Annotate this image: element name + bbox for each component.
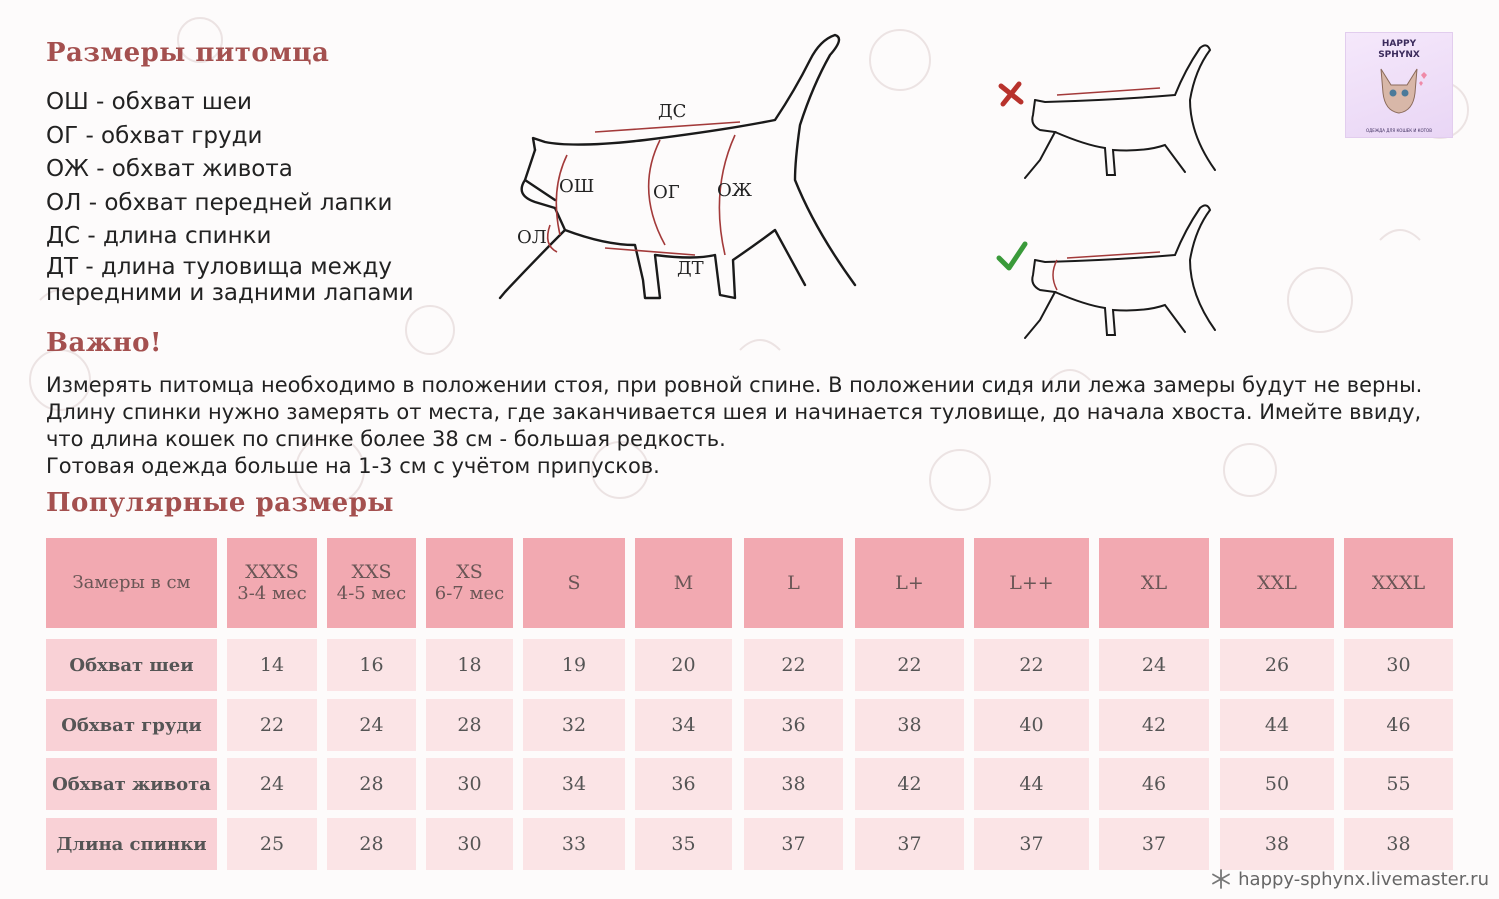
size-header-lplusplus	[974, 538, 1089, 628]
measurement-legend	[46, 86, 466, 306]
legend-item-osh: ОШ - обхват шеи	[46, 89, 252, 115]
label-osh: ОШ	[559, 176, 595, 197]
table-cell: 14	[227, 639, 317, 691]
row-label: Длина спинки	[46, 818, 217, 870]
table-cell: 22	[227, 699, 317, 751]
row-label: Обхват груди	[46, 699, 217, 751]
cross-mark-icon	[1001, 84, 1021, 104]
legend-item-ozh: ОЖ - обхват живота	[46, 156, 293, 182]
cat-outline	[1025, 45, 1215, 178]
size-header-lplus	[855, 538, 964, 628]
legend-item-dt: ДТ - длина туловища между передними и задними лапами	[46, 253, 414, 306]
size-name: XS	[456, 561, 483, 583]
label-dt: ДТ	[677, 258, 704, 279]
row-label: Обхват живота	[46, 758, 217, 810]
table-cell: 25	[227, 818, 317, 870]
table-corner-header: Замеры в см	[46, 538, 217, 628]
legend-item-og: ОГ - обхват груди	[46, 122, 263, 149]
size-name: XXL	[1257, 572, 1297, 594]
footer	[1210, 868, 1489, 890]
size-name: XXXL	[1371, 572, 1426, 594]
table-cell: 35	[635, 818, 732, 870]
sphynx-cat-icon	[1369, 63, 1429, 118]
table-cell: 33	[523, 818, 625, 870]
cat-wrong-diagram	[995, 40, 1225, 190]
table-cell: 44	[1220, 699, 1334, 751]
important-title: Важно!	[46, 328, 162, 358]
sizes-title: Размеры питомца	[46, 38, 330, 68]
table-cell: 40	[974, 699, 1089, 751]
neck-loop	[1053, 260, 1057, 290]
table-cell: 16	[327, 639, 416, 691]
table-cell: 38	[744, 758, 843, 810]
table-cell: 20	[635, 639, 732, 691]
table-cell: 34	[523, 758, 625, 810]
table-cell: 37	[974, 818, 1089, 870]
size-header-m	[635, 538, 732, 628]
row-label: Обхват шеи	[46, 639, 217, 691]
popular-sizes-title: Популярные размеры	[46, 488, 394, 518]
table-cell: 38	[1344, 818, 1453, 870]
size-name: XXXS	[245, 561, 299, 583]
size-name: M	[673, 572, 694, 594]
size-header-s	[523, 538, 625, 628]
table-cell: 50	[1220, 758, 1334, 810]
size-header-xxxl	[1344, 538, 1453, 628]
table-cell: 22	[855, 639, 964, 691]
table-cell: 37	[855, 818, 964, 870]
ds-arrow-wrong	[1057, 88, 1160, 95]
table-cell: 38	[855, 699, 964, 751]
table-cell: 24	[327, 699, 416, 751]
dt-arrow	[605, 248, 695, 255]
legend-item-ol: ОЛ - обхват передней лапки	[46, 189, 393, 216]
table-cell: 28	[426, 699, 513, 751]
table-cell: 46	[1099, 758, 1209, 810]
size-name: XL	[1140, 572, 1168, 594]
important-text: Измерять питомца необходимо в положении стоя, при ровной спине. В положении сидя или лежа замеры будут не верны. Длину спинки нужно замерять от места, где заканчивается шея и начинается туловище, до начала хвоста. Имейте ввиду, что длина кошек по спинке более 38 см - большая редкость. Готовая одежда больше на 1-3 см с учётом припусков.	[46, 373, 1423, 478]
table-cell: 36	[635, 758, 732, 810]
table-cell: 37	[744, 818, 843, 870]
cat-measurement-diagram	[495, 30, 865, 310]
size-header-xl	[1099, 538, 1209, 628]
label-ds: ДС	[658, 101, 687, 122]
size-header-xxxs	[227, 538, 317, 628]
logo-text: HAPPY SPHYNX	[1378, 39, 1420, 60]
size-name: XXS	[351, 561, 392, 583]
table-cell: 38	[1220, 818, 1334, 870]
table-cell: 18	[426, 639, 513, 691]
table-cell: 22	[744, 639, 843, 691]
table-cell: 37	[1099, 818, 1209, 870]
size-name: L	[787, 572, 800, 594]
footer-url: happy-sphynx.livemaster.ru	[1238, 868, 1489, 890]
size-header-l	[744, 538, 843, 628]
label-ol: ОЛ	[517, 227, 547, 248]
table-cell: 42	[855, 758, 964, 810]
size-age: 3-4 мес	[237, 583, 307, 604]
table-cell: 30	[426, 818, 513, 870]
table-cell: 28	[327, 758, 416, 810]
table-cell: 55	[1344, 758, 1453, 810]
size-name: S	[567, 572, 581, 594]
table-cell: 24	[1099, 639, 1209, 691]
size-name: L++	[1009, 572, 1054, 594]
table-cell: 34	[635, 699, 732, 751]
table-cell: 32	[523, 699, 625, 751]
snowflake-icon	[1210, 868, 1232, 890]
size-header-xxs	[327, 538, 416, 628]
table-cell: 19	[523, 639, 625, 691]
important-note	[46, 372, 1456, 480]
size-age: 6-7 мес	[434, 583, 505, 604]
table-cell: 44	[974, 758, 1089, 810]
table-cell: 36	[744, 699, 843, 751]
table-cell: 26	[1220, 639, 1334, 691]
table-cell: 42	[1099, 699, 1209, 751]
label-ozh: ОЖ	[717, 180, 752, 201]
table-cell: 46	[1344, 699, 1453, 751]
cat-right-diagram	[995, 200, 1225, 345]
size-name: L+	[895, 572, 924, 594]
table-cell: 30	[1344, 639, 1453, 691]
table-cell: 28	[327, 818, 416, 870]
size-age: 4-5 мес	[336, 583, 407, 604]
table-cell: 24	[227, 758, 317, 810]
size-header-xxl	[1220, 538, 1334, 628]
table-cell: 30	[426, 758, 513, 810]
size-header-xs	[426, 538, 513, 628]
logo-subtext: ОДЕЖДА ДЛЯ КОШЕК И КОТОВ	[1366, 128, 1432, 133]
legend-item-ds: ДС - длина спинки	[46, 223, 272, 249]
check-mark-icon	[999, 244, 1025, 268]
brand-logo	[1345, 32, 1453, 138]
label-og: ОГ	[653, 182, 680, 203]
table-cell: 22	[974, 639, 1089, 691]
